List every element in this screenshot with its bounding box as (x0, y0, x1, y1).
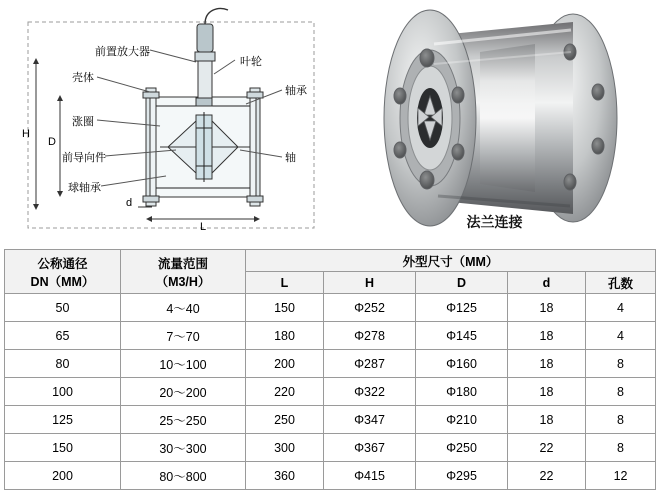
cell-holes: 8 (586, 434, 656, 462)
cell-h: Φ347 (324, 406, 416, 434)
label-ring: 涨圈 (72, 116, 94, 128)
cell-holes: 8 (586, 406, 656, 434)
cell-small-d: 18 (508, 378, 586, 406)
header-nominal-diameter-line1: 公称通径 (37, 256, 88, 271)
header-h: H (324, 272, 416, 294)
header-holes: 孔数 (586, 272, 656, 294)
cell-h: Φ415 (324, 462, 416, 490)
table-row (5, 350, 656, 378)
cell-flow: 30～300 (121, 434, 246, 462)
cell-flow: 4～40 (121, 294, 246, 322)
cell-d: Φ180 (416, 378, 508, 406)
cell-l: 150 (246, 294, 324, 322)
product-photo-flange-connection (330, 0, 659, 240)
label-shaft: 轴 (285, 152, 296, 164)
photo-caption: 法兰连接 (466, 214, 523, 230)
label-bearing: 轴承 (285, 85, 307, 97)
table-row (5, 406, 656, 434)
cell-d: Φ210 (416, 406, 508, 434)
cell-d: Φ145 (416, 322, 508, 350)
cell-l: 220 (246, 378, 324, 406)
table-row (5, 462, 656, 490)
cell-d: Φ125 (416, 294, 508, 322)
header-small-d: d (508, 272, 586, 294)
cell-dn: 200 (5, 462, 121, 490)
table-body (5, 294, 656, 490)
cell-dn: 100 (5, 378, 121, 406)
table-row (5, 294, 656, 322)
table-header-row-1 (5, 250, 656, 272)
table-row (5, 322, 656, 350)
label-dim-l: L (200, 221, 207, 233)
label-impeller: 叶轮 (240, 56, 262, 68)
cell-h: Φ367 (324, 434, 416, 462)
label-front-guide: 前导向件 (62, 152, 106, 164)
cell-small-d: 18 (508, 406, 586, 434)
top-illustration-area (0, 0, 659, 240)
cell-h: Φ322 (324, 378, 416, 406)
header-nominal-diameter-line2: DN（MM） (30, 274, 95, 289)
cell-small-d: 18 (508, 322, 586, 350)
cell-l: 200 (246, 350, 324, 378)
cell-holes: 12 (586, 462, 656, 490)
label-ball-bearing: 球轴承 (68, 182, 101, 194)
cell-holes: 8 (586, 350, 656, 378)
table-row (5, 434, 656, 462)
cell-dn: 80 (5, 350, 121, 378)
cell-flow: 80～800 (121, 462, 246, 490)
label-preamplifier: 前置放大器 (95, 46, 150, 58)
cell-small-d: 22 (508, 462, 586, 490)
turbine-flowmeter-line-drawing (0, 0, 330, 240)
cell-dn: 50 (5, 294, 121, 322)
cell-flow: 10～100 (121, 350, 246, 378)
cell-flow: 25～250 (121, 406, 246, 434)
specification-table (4, 249, 656, 490)
cell-small-d: 18 (508, 294, 586, 322)
cell-l: 300 (246, 434, 324, 462)
label-dim-d: D (48, 136, 56, 148)
header-flow-range-line1: 流量范围 (157, 256, 208, 271)
cell-d: Φ295 (416, 462, 508, 490)
cell-d: Φ160 (416, 350, 508, 378)
cell-flow: 20～200 (121, 378, 246, 406)
header-d: D (416, 272, 508, 294)
cell-h: Φ287 (324, 350, 416, 378)
cell-l: 360 (246, 462, 324, 490)
cell-l: 250 (246, 406, 324, 434)
header-flow-range-line2: （M3/H） (155, 274, 211, 289)
cell-l: 180 (246, 322, 324, 350)
header-flow-range (121, 250, 246, 294)
label-dim-h: H (22, 128, 30, 140)
cell-h: Φ278 (324, 322, 416, 350)
cell-holes: 8 (586, 378, 656, 406)
label-dim-small-d: d (126, 197, 133, 209)
cell-holes: 4 (586, 322, 656, 350)
header-l: L (246, 272, 324, 294)
cell-h: Φ252 (324, 294, 416, 322)
specification-table-wrapper (4, 249, 655, 490)
header-nominal-diameter (5, 250, 121, 294)
cell-holes: 4 (586, 294, 656, 322)
cell-dn: 65 (5, 322, 121, 350)
label-housing: 壳体 (72, 72, 94, 84)
cell-small-d: 18 (508, 350, 586, 378)
header-dimensions: 外型尺寸（MM） (246, 250, 656, 272)
cell-flow: 7～70 (121, 322, 246, 350)
table-row (5, 378, 656, 406)
cell-dn: 150 (5, 434, 121, 462)
cell-small-d: 22 (508, 434, 586, 462)
cell-d: Φ250 (416, 434, 508, 462)
cell-dn: 125 (5, 406, 121, 434)
